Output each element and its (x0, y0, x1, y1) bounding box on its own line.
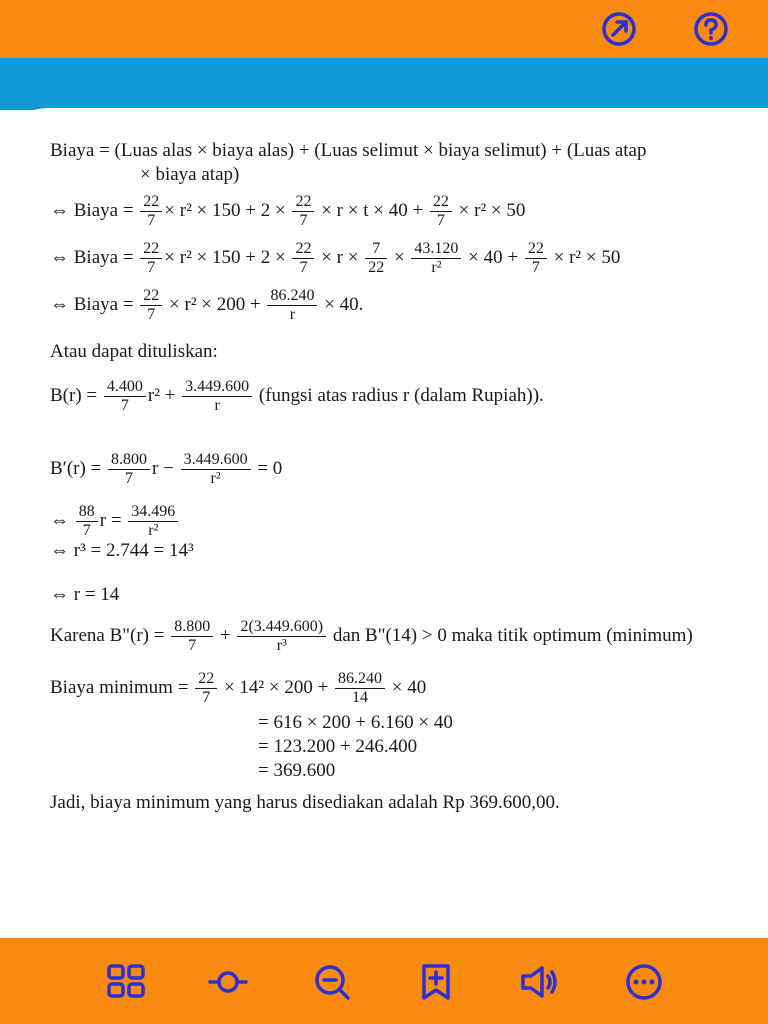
help-icon[interactable] (692, 10, 730, 48)
external-link-icon[interactable] (600, 10, 638, 48)
more-icon[interactable] (624, 962, 664, 1002)
add-bookmark-icon[interactable] (416, 962, 456, 1002)
line-cost-formula: Biaya = (Luas alas × biaya alas) + (Luas selimut × biaya selimut) + (Luas atap (50, 140, 647, 161)
speaker-icon[interactable] (520, 962, 560, 1002)
line-calc-3: = 369.600 (258, 760, 336, 781)
line-min-cost: Biaya minimum = $\frac{22}{7}$ × 14² × 200 + $\frac{86.240}{14}$ × 40 (50, 670, 427, 706)
zoom-slider-icon[interactable] (208, 962, 248, 1002)
header-band (0, 58, 768, 110)
line-step-2: ⇔ Biaya = $\frac{22}{7}$ × r² × 150 + 2 × $\frac{22}{7}$ × r × $\frac{7}{22}$ × $\frac{43.120}{\text{r²}}$ × 40 + $\frac{22}{7}$ × r² × 50 (50, 240, 621, 276)
line-step-3: ⇔ Biaya = $\frac{22}{7}$ × r² × 200 + $\frac{86.240}{r}$ × 40. (50, 287, 364, 323)
line-cost-formula-cont: × biaya atap) (140, 164, 240, 185)
line-derivative: B′(r) = $\frac{8.800}{7}$ r − $\frac{3.449.600}{\text{r²}}$ = 0 (50, 451, 283, 487)
line-calc-1: = 616 × 200 + 6.160 × 40 (258, 712, 453, 733)
top-toolbar (0, 0, 768, 58)
line-cube: ⇔ r³ = 2.744 = 14³ (50, 540, 194, 561)
line-conclusion: Jadi, biaya minimum yang harus disediakan adalah Rp 369.600,00. (50, 792, 560, 813)
line-second-derivative: Karena B"(r) = $\frac{8.800}{7}$ + $\frac{2(3.449.600)}{\text{r³}}$ dan B"(14) > 0 maka titik optimum (minimum) (50, 618, 693, 654)
zoom-out-icon[interactable] (312, 962, 352, 1002)
line-calc-2: = 123.200 + 246.400 (258, 736, 418, 757)
line-step-1: ⇔ Biaya = $\frac{22}{7}$ × r² × 150 + 2 × $\frac{22}{7}$ × r × t × 40 + $\frac{22}{7}$ × r² × 50 (50, 193, 526, 229)
line-function-b: B(r) = $\frac{4.400}{7}$ r² + $\frac{3.449.600}{r}$ (fungsi atas radius r (dalam Rupiah)). (50, 378, 544, 414)
grid-icon[interactable] (106, 962, 146, 1002)
line-r-result: ⇔ r = 14 (50, 584, 120, 605)
line-derivative-step: ⇔ $\frac{88}{7}$ r = $\frac{34.496}{\text{r²}}$ (50, 503, 180, 540)
line-text-rewrite: Atau dapat dituliskan: (50, 341, 218, 362)
